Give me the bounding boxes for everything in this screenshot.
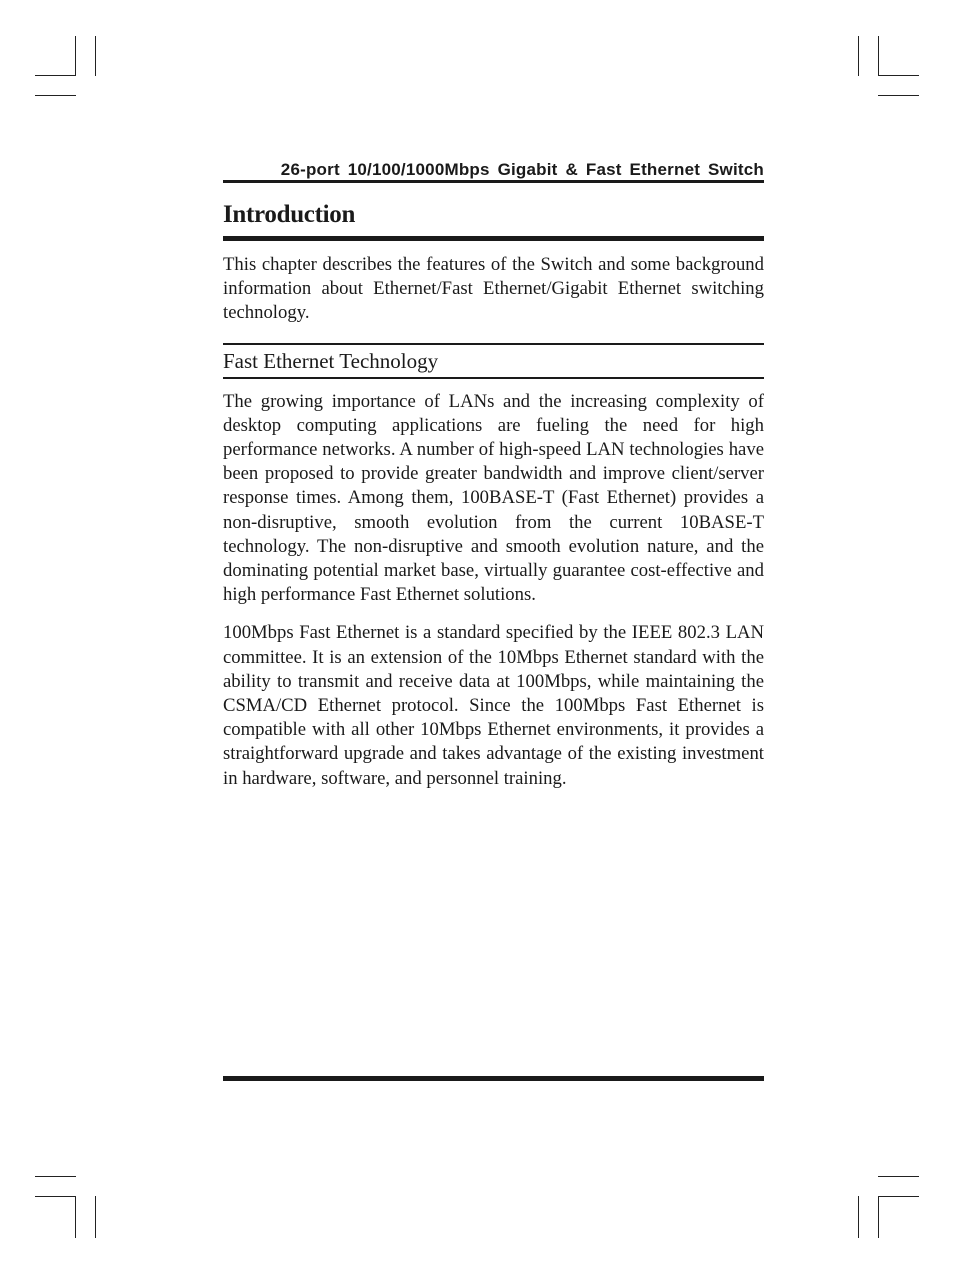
crop-mark <box>878 36 879 76</box>
crop-mark <box>95 36 96 76</box>
chapter-title: Introduction <box>223 201 356 228</box>
crop-mark <box>35 75 76 76</box>
intro-paragraph: This chapter describes the features of the Switch and some background information about Ethernet/Fast Ethernet/Gigabit Ethernet switching technology. <box>223 254 764 324</box>
section-bottom-rule <box>223 377 764 379</box>
crop-mark <box>75 36 76 76</box>
crop-mark <box>878 75 919 76</box>
crop-mark <box>35 1176 76 1177</box>
crop-mark <box>878 95 919 96</box>
page-content <box>223 150 764 791</box>
crop-mark <box>878 1196 919 1197</box>
running-header: 26-port 10/100/1000Mbps Gigabit & Fast Ethernet Switch <box>280 160 764 179</box>
crop-mark <box>35 1196 76 1197</box>
crop-mark <box>878 1176 919 1177</box>
body-paragraph: The growing importance of LANs and the increasing complexity of desktop computing applications are fueling the need for high performance networks. A number of high-speed LAN technologies have been proposed to provide greater bandwidth and improve client/server response times. Among them, 100BASE-T (Fast Ethernet) provides a non-disruptive, smooth evolution from the current 10BASE-T technology. The non-disruptive and smooth evolution nature, and the dominating potential market base, virtually guarantee cost-effective and high performance Fast Ethernet solutions. <box>223 390 764 606</box>
section-title: Fast Ethernet Technology <box>223 348 439 373</box>
crop-mark <box>75 1196 76 1238</box>
body-paragraph: 100Mbps Fast Ethernet is a standard specified by the IEEE 802.3 LAN committee. It is an extension of the 10Mbps Ethernet standard with the ability to transmit and receive data at 100Mbps, while maintaining the CSMA/CD Ethernet protocol. Since the 100Mbps Fast Ethernet is compatible with all other 10Mbps Ethernet environments, it provides a straightforward upgrade and takes advantage of the existing investment in hardware, software, and personnel training. <box>223 622 764 789</box>
footer-rule <box>223 1076 764 1081</box>
crop-mark <box>878 1196 879 1238</box>
chapter-title-rule <box>223 236 764 241</box>
crop-mark <box>858 1196 859 1238</box>
crop-mark <box>858 36 859 76</box>
crop-mark <box>35 95 76 96</box>
crop-mark <box>95 1196 96 1238</box>
